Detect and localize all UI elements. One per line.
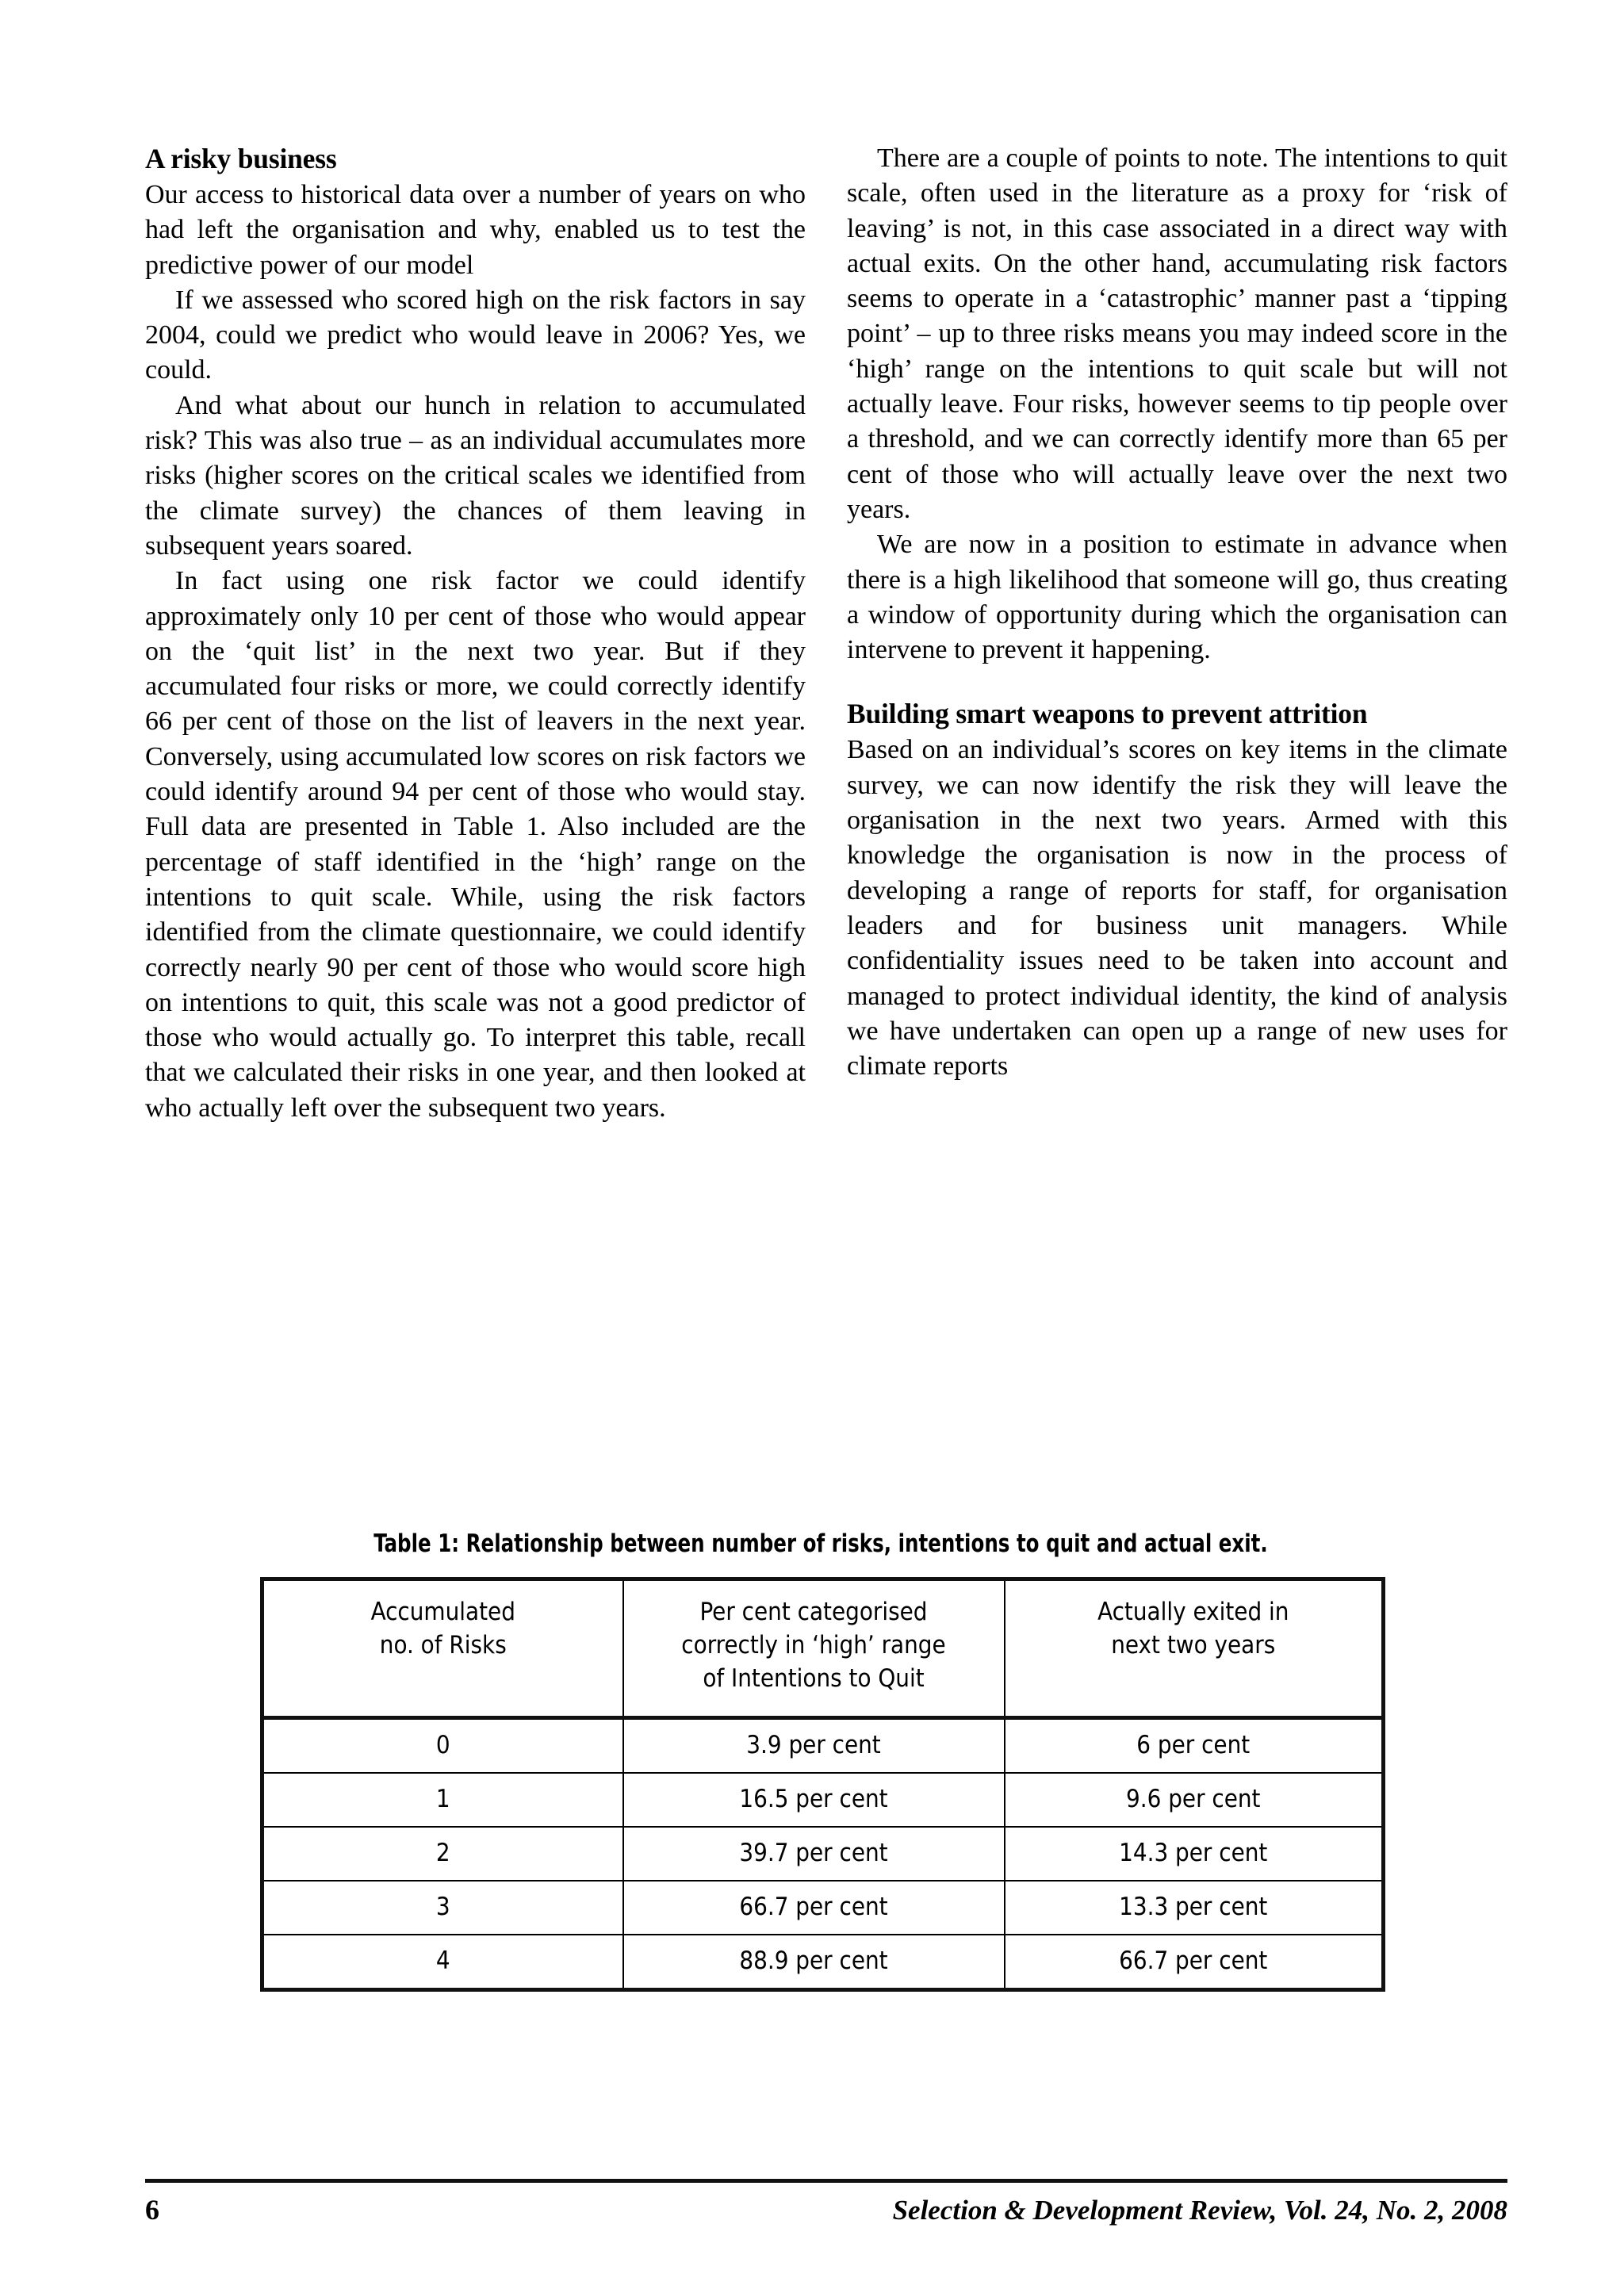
cell-categorised: 3.9 per cent — [623, 1718, 1005, 1774]
paragraph: We are now in a position to estimate in advance when there is a high likelihood that someone will go, thus creating a window of opportunity during which the organisation can intervene to prevent it happening. — [847, 530, 1507, 665]
article-columns — [145, 141, 1507, 1126]
table-row — [262, 1827, 1384, 1881]
header-line: Actually exited in — [1097, 1598, 1289, 1626]
paragraph: Our access to historical data over a number of years on who had left the organisation and why, enabled us to test the predictive power of our model — [145, 180, 806, 280]
table-caption: Table 1: Relationship between number of risks, intentions to quit and actual exit. — [373, 1529, 1268, 1558]
paragraph: There are a couple of points to note. The intentions to quit scale, often used in the literature as a proxy for ‘risk of leaving’ is not, in this case associated in a direct way with actual exits. On the other hand, accumulating risk factors seems to operate in a ‘catastrophic’ manner past a ‘tipping point’ – up to three risks means you may indeed score in the ‘high’ range on the intentions to quit scale but will not actually leave. Four risks, however seems to tip people over a threshold, and we can correctly identify more than 65 per cent of those who will actually leave over the next two years. — [847, 144, 1507, 524]
cell-exited: 13.3 per cent — [1005, 1881, 1384, 1935]
paragraph: If we assessed who scored high on the risk factors in say 2004, could we predict who would leave in 2006? Yes, we could. — [145, 285, 806, 385]
cell-risks: 2 — [262, 1827, 623, 1881]
table-1-block — [260, 1529, 1381, 1992]
header-line: no. of Risks — [379, 1631, 507, 1659]
right-column — [847, 141, 1507, 1126]
table-row — [262, 1881, 1384, 1935]
cell-categorised: 66.7 per cent — [623, 1881, 1005, 1935]
cell-exited: 6 per cent — [1005, 1718, 1384, 1774]
header-line: correctly in ‘high’ range — [681, 1631, 946, 1659]
column-header-actually-exited — [1005, 1579, 1384, 1718]
column-header-per-cent-categorised — [623, 1579, 1005, 1718]
table-row — [262, 1935, 1384, 1990]
paragraph: Based on an individual’s scores on key items in the climate survey, we can now identify the risk they will leave the organisation in the next two years. Armed with this knowledge the organisation is now in the process of developing a range of reports for staff, for organisation leaders and for business unit managers. While confidentiality issues need to be taken into account and managed to protect individual identity, the kind of analysis we have undertaken can open up a range of new uses for climate reports — [847, 735, 1507, 1081]
cell-risks: 3 — [262, 1881, 623, 1935]
footer-divider — [145, 2179, 1507, 2183]
cell-risks: 1 — [262, 1773, 623, 1827]
table-row — [262, 1718, 1384, 1774]
cell-exited: 9.6 per cent — [1005, 1773, 1384, 1827]
header-line: Accumulated — [370, 1598, 515, 1626]
paragraph: In fact using one risk factor we could identify approximately only 10 per cent of those who would appear on the ‘quit list’ in the next two year. But if they accumulated four risks or more, we could correctly identify 66 per cent of those on the list of leavers in the next year. Conversely, using accumulated low scores on risk factors we could identify around 94 per cent of those who would stay. Full data are presented in Table 1. Also included are the percentage of staff identified in the ‘high’ range on the intentions to quit scale. While, using the risk factors identified from the climate questionnaire, we could identify correctly nearly 90 per cent of those who would score high on intentions to quit, this scale was not a good predictor of those who would actually go. To interpret this table, recall that we calculated their risks in one year, and then looked at who actually left over the subsequent two years. — [145, 566, 806, 1123]
cell-risks: 4 — [262, 1935, 623, 1990]
header-line: next two years — [1111, 1631, 1276, 1659]
cell-exited: 66.7 per cent — [1005, 1935, 1384, 1990]
paragraph: And what about our hunch in relation to accumulated risk? This was also true – as an individual accumulates more risks (higher scores on the critical scales we identified from the climate survey) the chances of them leaving in subsequent years soared. — [145, 390, 806, 561]
table-row — [262, 1773, 1384, 1827]
table-header-row — [262, 1579, 1384, 1718]
risk-exit-table — [260, 1577, 1385, 1992]
cell-exited: 14.3 per cent — [1005, 1827, 1384, 1881]
left-column — [145, 141, 806, 1126]
cell-categorised: 39.7 per cent — [623, 1827, 1005, 1881]
page-number: 6 — [145, 2194, 159, 2226]
cell-risks: 0 — [262, 1718, 623, 1774]
header-line: of Intentions to Quit — [703, 1664, 925, 1693]
column-header-accumulated-risks — [262, 1579, 623, 1718]
section-heading-building-smart-weapons: Building smart weapons to prevent attrition — [847, 698, 1368, 730]
section-heading-risky-business: A risky business — [145, 143, 337, 174]
page-footer — [145, 2192, 1507, 2229]
cell-categorised: 88.9 per cent — [623, 1935, 1005, 1990]
header-line: Per cent categorised — [699, 1598, 928, 1626]
cell-categorised: 16.5 per cent — [623, 1773, 1005, 1827]
journal-citation: Selection & Development Review, Vol. 24, No. 2, 2008 — [892, 2195, 1507, 2226]
